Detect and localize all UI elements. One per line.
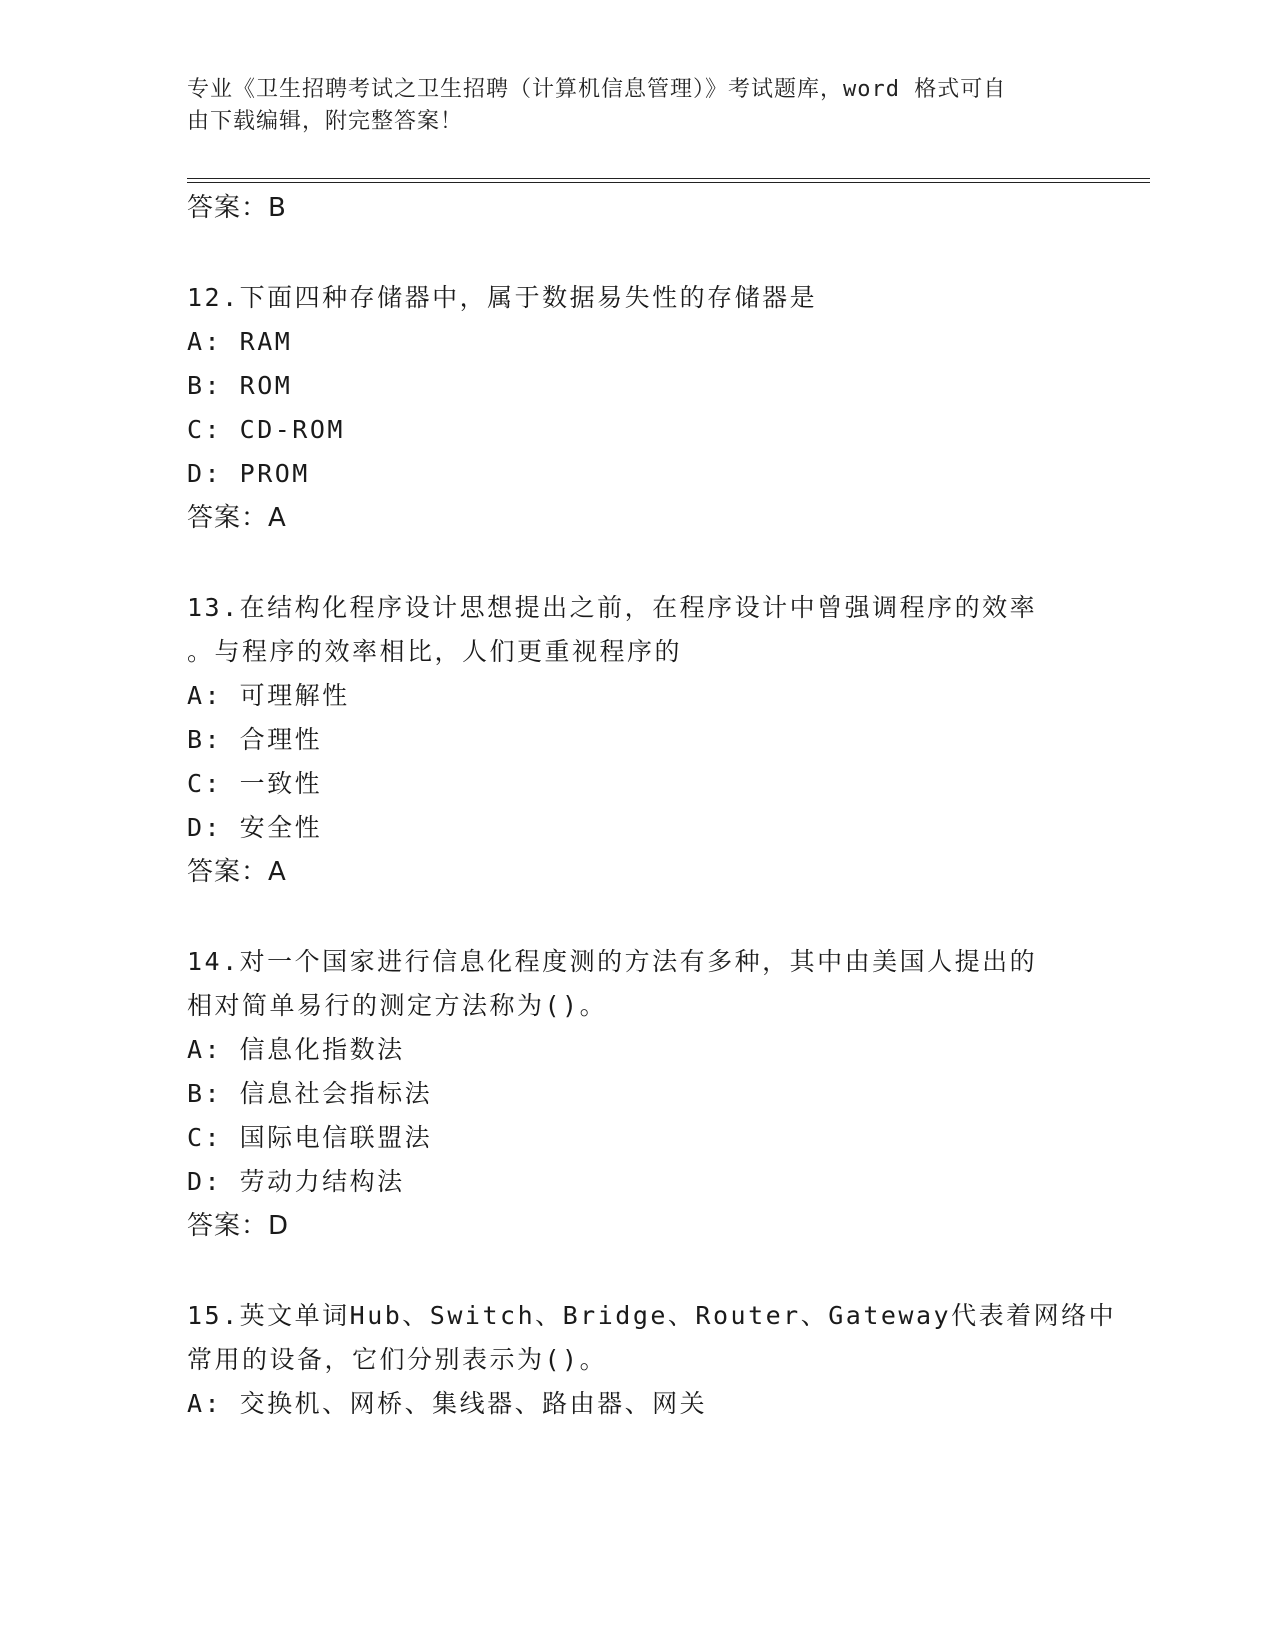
option-a: A: 交换机、网桥、集线器、路由器、网关 xyxy=(187,1389,708,1418)
option-c: C: 一致性 xyxy=(187,769,323,798)
option-a: A: 可理解性 xyxy=(187,681,350,710)
option-d: D: 安全性 xyxy=(187,813,323,842)
option-b: B: ROM xyxy=(187,371,293,400)
header-line-2: 由下载编辑，附完整答案！ xyxy=(187,109,464,134)
question-stem-continued: 。与程序的效率相比，人们更重视程序的 xyxy=(187,637,683,666)
header-divider-bottom xyxy=(187,182,1150,183)
question-stem: 14.对一个国家进行信息化程度测的方法有多种，其中由美国人提出的 xyxy=(187,947,1038,976)
option-d: D: 劳动力结构法 xyxy=(187,1167,405,1196)
option-c: C: CD-ROM xyxy=(187,415,345,444)
option-b: B: 信息社会指标法 xyxy=(187,1079,433,1108)
option-a: A: 信息化指数法 xyxy=(187,1035,405,1064)
answer-line: 答案：D xyxy=(187,1211,290,1241)
document-header xyxy=(187,74,1067,138)
option-c: C: 国际电信联盟法 xyxy=(187,1123,433,1152)
answer-line: 答案：B xyxy=(187,193,287,223)
answer-line: 答案：A xyxy=(187,857,287,887)
question-stem-continued: 常用的设备，它们分别表示为()。 xyxy=(187,1345,608,1374)
question-stem: 13.在结构化程序设计思想提出之前，在程序设计中曾强调程序的效率 xyxy=(187,593,1038,622)
question-stem-continued: 相对简单易行的测定方法称为()。 xyxy=(187,991,608,1020)
answer-line: 答案：A xyxy=(187,503,287,533)
question-stem: 15.英文单词Hub、Switch、Bridge、Router、Gateway代表着网络中 xyxy=(187,1301,1117,1330)
header-line-1: 专业《卫生招聘考试之卫生招聘（计算机信息管理）》考试题库，word 格式可自 xyxy=(187,77,1007,102)
option-a: A: RAM xyxy=(187,327,293,356)
option-d: D: PROM xyxy=(187,459,310,488)
question-stem: 12.下面四种存储器中，属于数据易失性的存储器是 xyxy=(187,283,818,312)
option-b: B: 合理性 xyxy=(187,725,323,754)
header-divider-top xyxy=(187,178,1150,179)
